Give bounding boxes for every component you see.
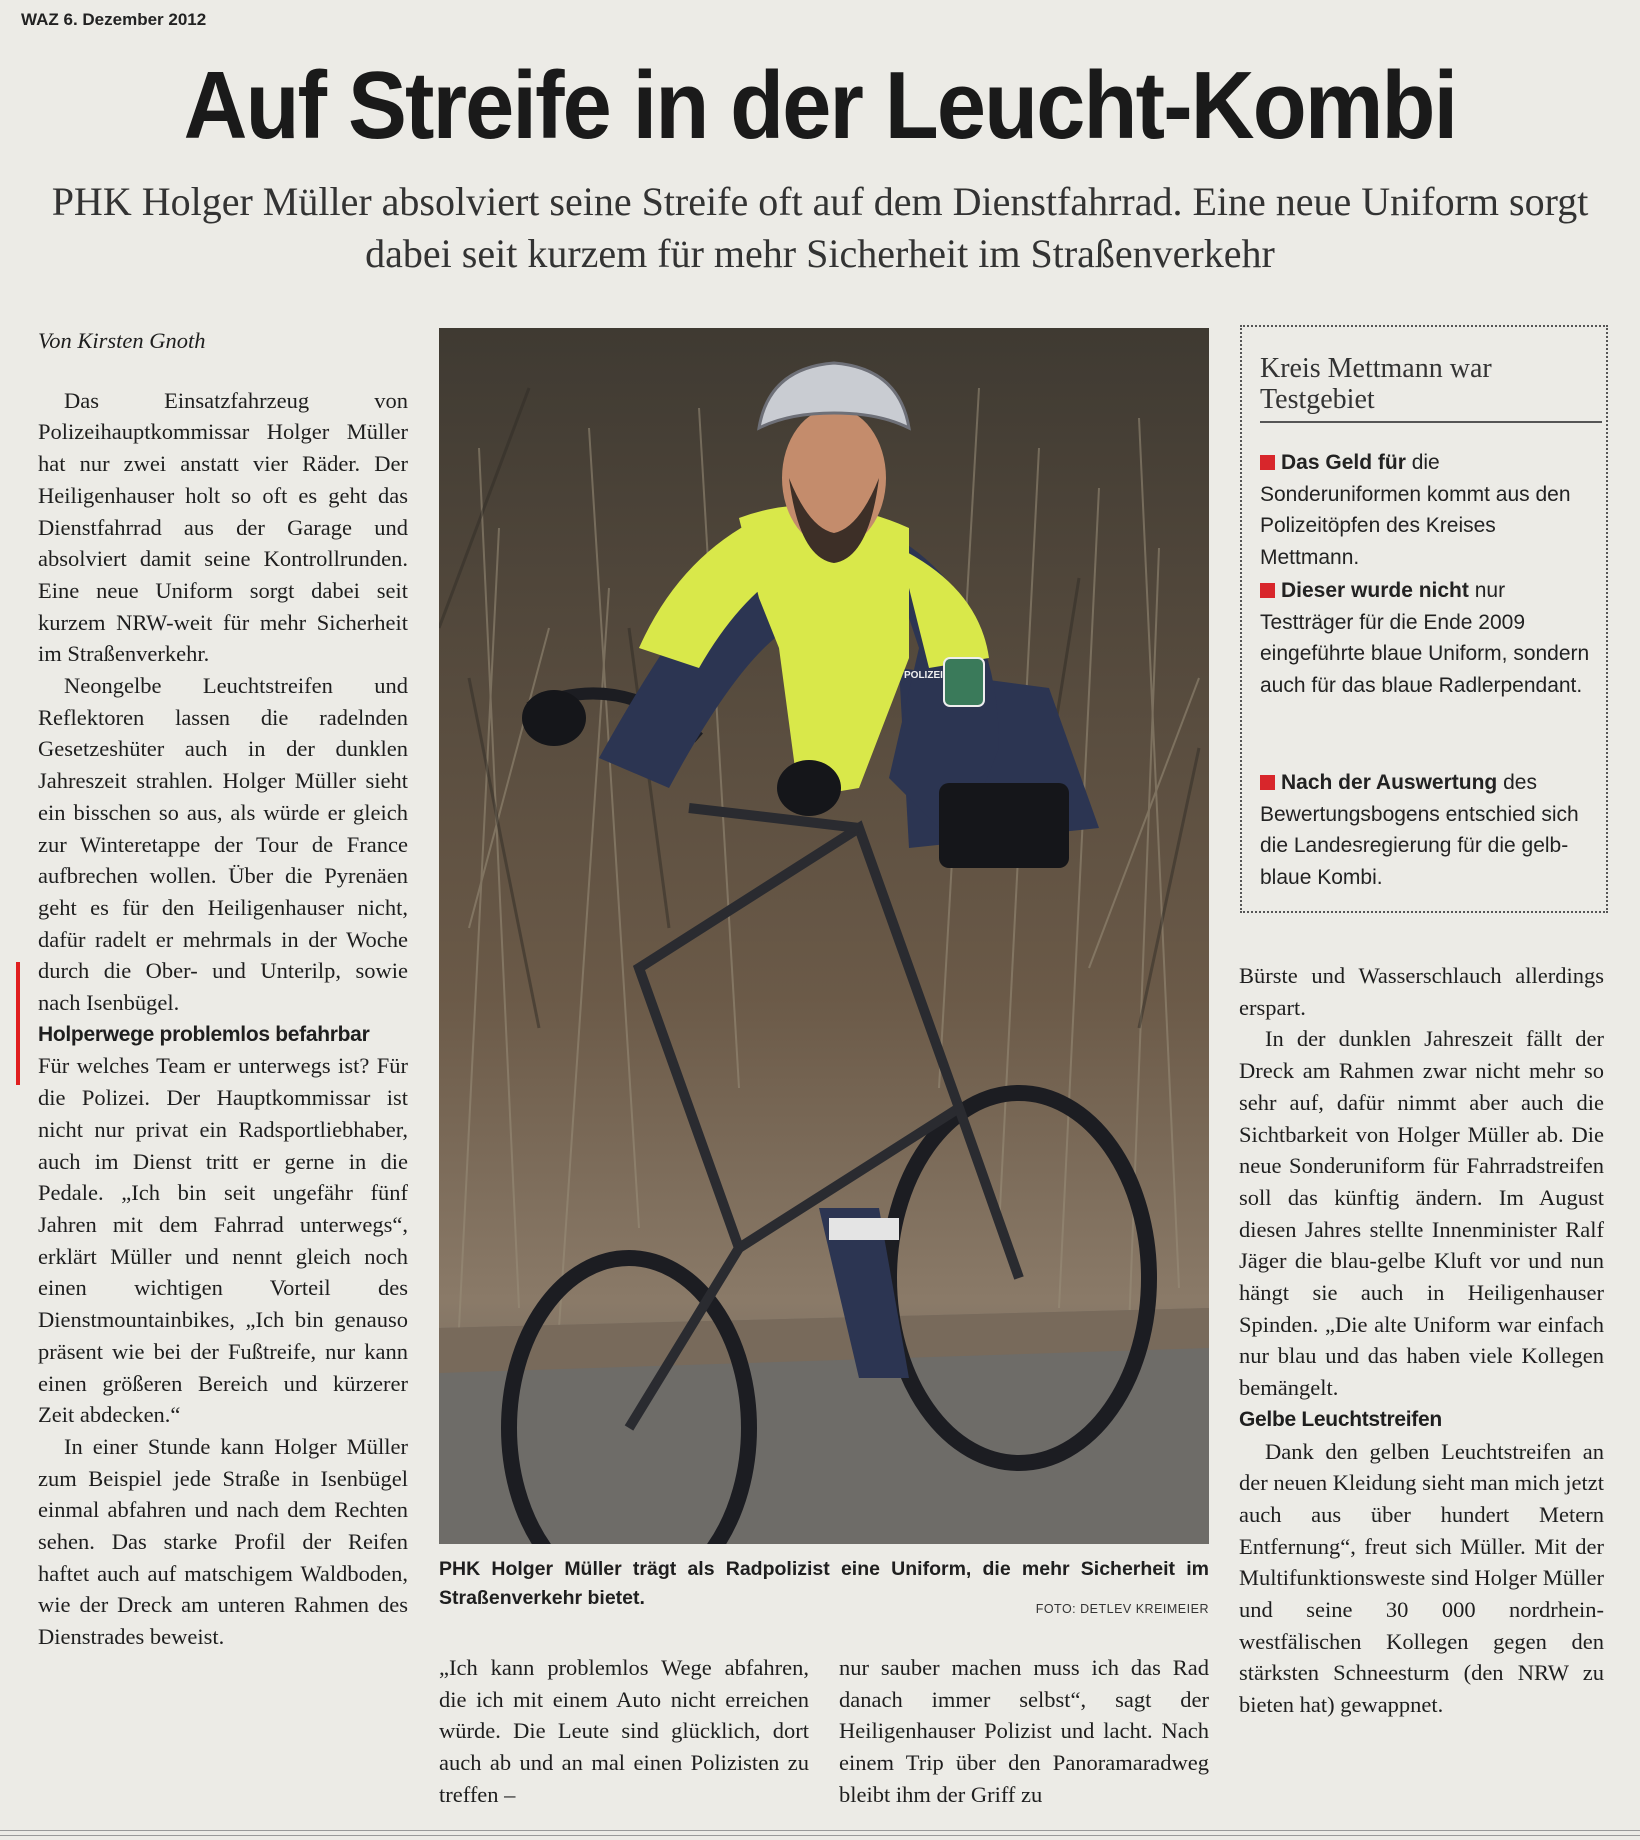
paragraph: nur sauber machen muss ich das Rad danach immer selbst“, sagt der Heiligenhauser Polizist und lacht. Nach einem Trip über den Panoramaradweg bleibt ihm der Griff zu <box>839 1655 1209 1807</box>
infobox-item-text: nur Testträger für die Ende 2009 eingeführte blaue Uniform, sondern auch für das blaue Radlerpendant. <box>1260 579 1590 698</box>
infobox-item-text: die Sonderuniformen kommt aus den Polizeitöpfen des Kreises Mettmann. <box>1260 451 1571 570</box>
infobox-item <box>1260 575 1590 702</box>
photo-caption <box>439 1555 1209 1616</box>
photo-credit: FOTO: DETLEV KREIMEIER <box>1035 1602 1209 1616</box>
paragraph: In der dunklen Jahreszeit fällt der Dreck am Rahmen zwar nicht mehr so sehr auf, dafür nimmt aber auch die Sichtbarkeit von Holger Müller ab. Die neue Sonderuniform für Fahrradstreifen soll das künftig ändern. Im August diesen Jahres stellte Innenminister Ralf Jäger die blau-gelbe Kluft vor und nun hängt sie auch in Heiligenhauser Spinden. „Die alte Uniform war einfach nur blau und das haben viele Kollegen bemängelt. <box>1239 1026 1604 1401</box>
infobox-title: Kreis Mettmann war Testgebiet <box>1260 353 1492 415</box>
red-margin-marker <box>16 962 20 1085</box>
paragraph: Neongelbe Leuchtstreifen und Reflektoren lassen die radelnden Gesetzeshüter auch in der dunklen Jahreszeit strahlen. Holger Müller sieht ein bisschen so aus, als würde er gleich zur Winteretappe der Tour de France aufbrechen wollen. Über die Pyrenäen geht es für den Heiligenhauser nicht, dafür radelt er mehrmals in der Woche durch die Ober- und Unterilp, sowie nach Isenbügel. <box>38 673 408 1016</box>
bottom-rule <box>0 1835 1640 1836</box>
article-column-3 <box>839 1652 1209 1811</box>
infobox-item-lead: Nach der Auswertung <box>1281 771 1498 794</box>
article-column-4 <box>1239 960 1604 1721</box>
paragraph: Für welches Team er unterwegs ist? Für die Polizei. Der Hauptkommissar ist nicht nur privat ein Radsportliebhaber, auch im Dienst tritt er gerne in die Pedale. „Ich bin seit ungefähr fünf Jahren mit dem Fahrrad unterwegs“, erklärt Müller und nennt gleich noch einen wichtigen Vorteil des Dienstmountainbikes, „Ich bin genauso präsent wie bei der Fußtreife, nur kann einen größeren Bereich und kürzerer Zeit abdecken.“ <box>38 1053 408 1428</box>
paragraph: In einer Stunde kann Holger Müller zum Beispiel jede Straße in Isenbügel einmal abfahren und nach dem Rechten sehen. Das starke Profil der Reifen haftet auch auf matschigem Waldboden, wie der Dreck am unteren Rahmen des Dienstrades beweist. <box>38 1433 408 1650</box>
headline: Auf Streife in der Leucht-Kombi <box>183 52 1457 159</box>
source-line: WAZ 6. Dezember 2012 <box>21 10 207 29</box>
article-column-1 <box>38 325 408 1653</box>
paragraph: Bürste und Wasserschlauch allerdings erspart. <box>1239 963 1604 1020</box>
infobox-item-lead: Das Geld für <box>1281 451 1406 474</box>
infobox-item-text: des Bewertungsbogens entschied sich die Landesregierung für die gelb-blaue Kombi. <box>1260 771 1579 890</box>
infobox-item-lead: Dieser wurde nicht <box>1281 579 1469 602</box>
byline: Von Kirsten Gnoth <box>38 328 206 353</box>
infobox-item <box>1260 447 1590 574</box>
paragraph: Dank den gelben Leuchtstreifen an der neuen Kleidung sieht man mich jetzt auch aus über hundert Metern Entfernung“, freut sich Müller. Mit der Multifunktionsweste sind Holger Müller und seine 30 000 nordrhein-westfälischen Kollegen gegen den stärksten Schneesturm (den NRW zu bieten hat) gewappnet. <box>1239 1438 1604 1718</box>
article-column-2 <box>439 1652 809 1811</box>
infobox <box>1240 325 1608 913</box>
article-photo <box>439 328 1209 1544</box>
cyclist-photo-illustration <box>439 328 1209 1544</box>
section-subhead: Gelbe Leuchtstreifen <box>1239 1407 1442 1431</box>
paragraph: Das Einsatzfahrzeug von Polizeihauptkommissar Holger Müller hat nur zwei anstatt vier Räder. Der Heiligenhauser holt so oft es geht das Dienstfahrrad aus der Garage und absolviert damit seine Kontrollrunden. Eine neue Uniform sorgt dabei seit kurzem NRW-weit für mehr Sicherheit im Straßenverkehr. <box>38 387 408 667</box>
subheadline: PHK Holger Müller absolviert seine Streife oft auf dem Dienstfahrrad. Eine neue Uniform sorgt dabei seit kurzem für mehr Sicherheit im Straßenverkehr <box>51 179 1589 276</box>
bottom-rule <box>0 1830 1640 1831</box>
paragraph: „Ich kann problemlos Wege abfahren, die ich mit einem Auto nicht erreichen würde. Die Leute sind glücklich, dort auch ab und an mal einen Polizisten zu treffen – <box>439 1655 809 1807</box>
infobox-rule <box>1260 421 1602 423</box>
infobox-item <box>1260 767 1590 894</box>
red-square-icon <box>1260 455 1275 470</box>
red-square-icon <box>1260 775 1275 790</box>
patch-label: POLIZEI <box>904 670 943 681</box>
caption-text: PHK Holger Müller trägt als Radpolizist eine Uniform, die mehr Sicherheit im Straßenverkehr bietet. <box>439 1558 1209 1609</box>
red-square-icon <box>1260 583 1275 598</box>
section-subhead: Holperwege problemlos befahrbar <box>38 1022 370 1046</box>
